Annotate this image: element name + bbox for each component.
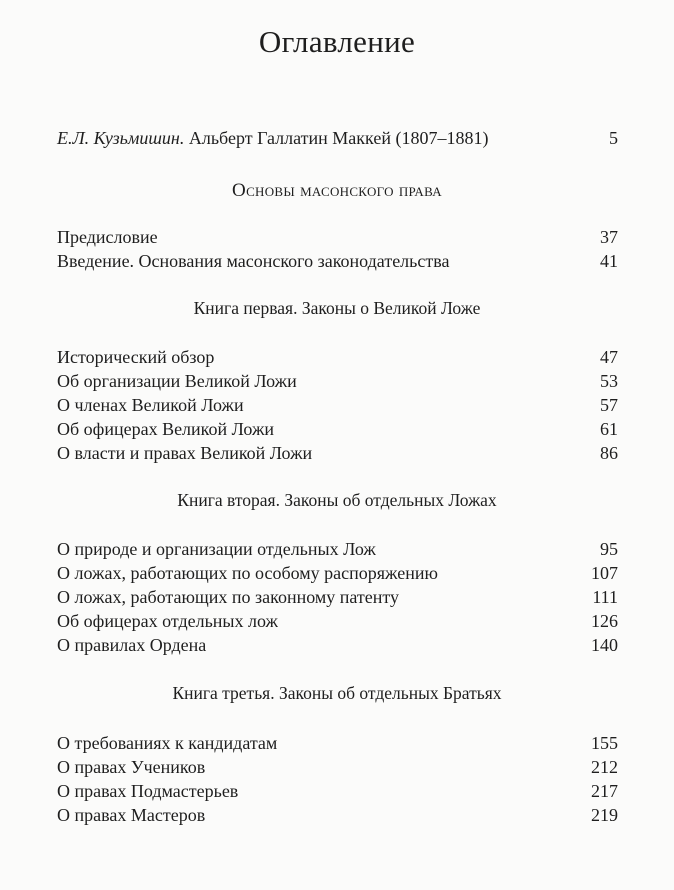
toc-entry-page: 140 [591, 635, 618, 655]
toc-entry-page: 107 [591, 563, 618, 583]
toc-entry [57, 731, 618, 755]
toc-entry-label: О ложах, работающих по законному патенту [57, 587, 400, 607]
toc-entry-page: 126 [591, 611, 618, 631]
toc-entry-label [57, 126, 488, 150]
toc-entry-page: 41 [600, 251, 618, 271]
toc-entry-label: Об офицерах Великой Ложи [57, 419, 275, 439]
toc-entry-label: О требованиях к кандидатам [57, 733, 278, 753]
toc-entry [57, 633, 618, 657]
toc-entry-label: О правах Учеников [57, 757, 206, 777]
toc-entry-page: 5 [609, 128, 618, 148]
toc-entry [57, 585, 618, 609]
toc-entry-label: О власти и правах Великой Ложи [57, 443, 313, 463]
toc-entry-page: 212 [591, 757, 618, 777]
toc-entry [57, 417, 618, 441]
main-heading: Основы масонского права [232, 180, 442, 201]
toc-entry [57, 803, 618, 827]
toc-entry-label: О ложах, работающих по особому распоряжению [57, 563, 438, 583]
toc-entry [57, 225, 618, 249]
toc-entry [57, 609, 618, 633]
toc-entry-page: 155 [591, 733, 618, 753]
toc-entry [57, 561, 618, 585]
toc-entry-page: 219 [591, 805, 618, 825]
toc-entry [57, 779, 618, 803]
toc-entry-label: Введение. Основания масонского законодательства [57, 251, 450, 271]
toc-entry-page: 37 [600, 227, 618, 247]
toc-entry-label: О правилах Ордена [57, 635, 207, 655]
toc-entry-label: Об организации Великой Ложи [57, 371, 297, 391]
toc-entry-label: О природе и организации отдельных Лож [57, 539, 376, 559]
toc-entry-page: 53 [600, 371, 618, 391]
toc-entry [57, 537, 618, 561]
toc-entry-label: О правах Подмастерьев [57, 781, 239, 801]
toc-entry-text: Альберт Галлатин Маккей (1807–1881) [188, 128, 489, 148]
page-title: Оглавление [258, 24, 416, 59]
toc-entry-page: 47 [600, 347, 618, 367]
toc-entry-page: 86 [600, 443, 618, 463]
toc-entry-page: 57 [600, 395, 618, 415]
book-heading: Книга первая. Законы о Великой Ложе [193, 298, 481, 318]
toc-entry [57, 249, 618, 273]
toc-entry-label: Исторический обзор [57, 347, 215, 367]
toc-entry-label: Об офицерах отдельных лож [57, 611, 278, 631]
book-heading: Книга вторая. Законы об отдельных Ложах [177, 490, 497, 510]
toc-entry [57, 441, 618, 465]
toc-entry-page: 95 [600, 539, 618, 559]
toc-entry-page: 111 [592, 587, 618, 607]
toc-entry-page: 217 [591, 781, 618, 801]
toc-entry [57, 755, 618, 779]
book-heading: Книга третья. Законы об отдельных Братьях [172, 683, 502, 703]
toc-entry-label: О членах Великой Ложи [57, 395, 244, 415]
toc-entry-label: Предисловие [57, 227, 158, 247]
toc-entry-page: 61 [600, 419, 618, 439]
toc-entry-label: О правах Мастеров [57, 805, 206, 825]
toc-entry [57, 345, 618, 369]
toc-entry-author: Е.Л. Кузьмишин. [57, 128, 185, 148]
toc-entry [57, 369, 618, 393]
toc-entry [57, 393, 618, 417]
toc-entry-intro [57, 126, 618, 150]
